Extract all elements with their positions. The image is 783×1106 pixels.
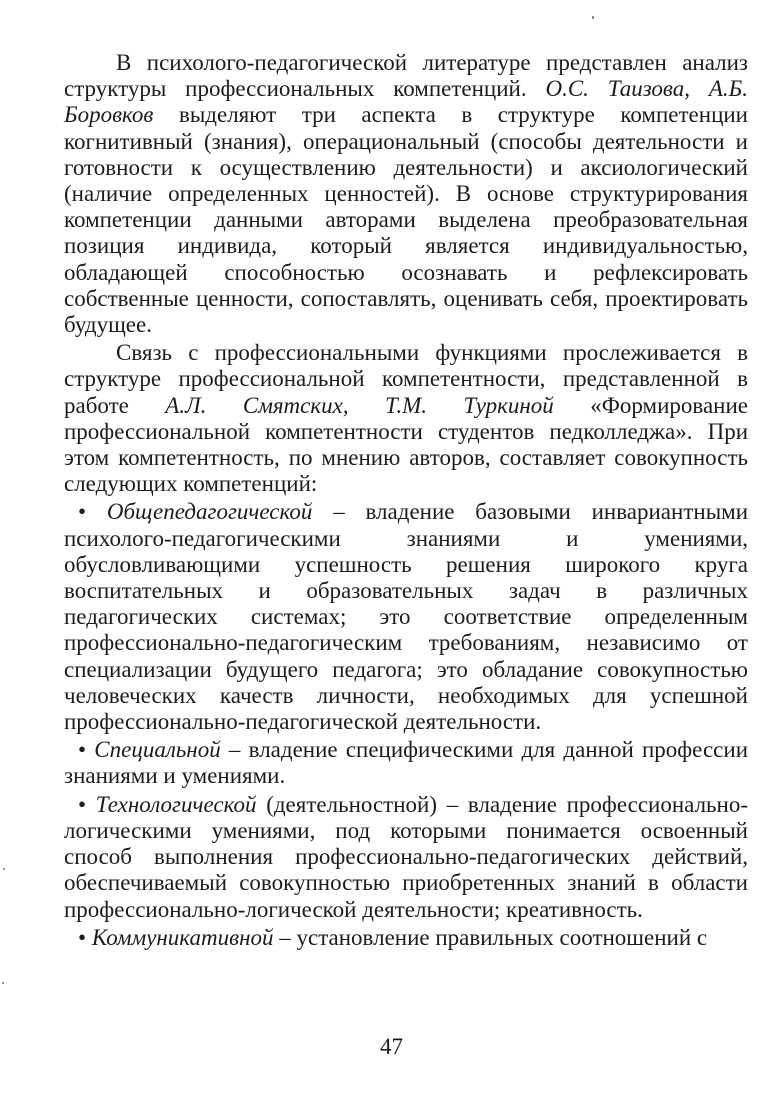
bullet-marker: • [78, 924, 87, 950]
page-body [64, 50, 748, 953]
scan-speck [3, 868, 5, 870]
paragraph-structure-analysis [64, 50, 748, 338]
paragraph-text: выделяют три аспекта в структуре компетенции когнитивный (знания), операциональный (способы деятельности и готовности к осуществлению деятельности) и аксиологический (наличие определенных ценностей). В основе структурирования компетенции данными авторами выделена преобразовательная позиция индивида, который является индивидуальностью, обладающей способностью осознавать и рефлексировать собственные ценности, сопоставлять, оценивать себя, проектировать будущее. [64, 102, 748, 338]
scan-speck [2, 982, 4, 984]
competency-general-pedagogical [64, 499, 748, 735]
paragraph-text: В психолого-педагогической литературе представлен анализ структуры профессиональных компетенций. [64, 50, 748, 102]
competency-definition: (деятельностной) – владение профессионально-логическими умениями, под которыми понимается освоенный способ выполнения профессионально-педагогических действий, обеспечиваемый совокупностью приобретенных знаний в области профессионально-логической деятельности; креативность. [64, 791, 749, 922]
bullet-marker: • [78, 499, 87, 525]
competency-term: Технологической [95, 791, 257, 817]
bullet-marker: • [78, 791, 87, 817]
competency-term: Общепедагогической [106, 499, 313, 525]
competency-definition: – владение специфическими для данной профессии знаниями и умениями. [64, 737, 748, 789]
competency-definition: – установление правильных соотношений с [273, 924, 708, 950]
author-names: О.С. Таизова, А.Б. Боровков [64, 76, 748, 128]
competency-communicative [64, 925, 748, 951]
competency-special [64, 737, 748, 789]
competency-term: Коммуникативной [91, 924, 274, 950]
scan-speck [592, 16, 594, 19]
paragraph-text: Связь с профессиональными функциями прослеживается в структуре профессиональной компетентности, представленной в работе [64, 340, 748, 418]
competency-definition: – владение базовыми инвариантными психолого-педагогическими знаниями и умениями, обусловливающими успешность решения широкого круга воспитательных и образовательных задач в различных педагогических системах; это соответствие определенным профессионально-педагогическим требованиям, независимо от специализации будущего педагога; это обладание совокупностью человеческих качеств личности, необходимых для успешной профессионально-педагогической деятельности. [64, 499, 749, 735]
competency-term: Специальной [94, 737, 221, 763]
page-number: 47 [380, 1034, 403, 1059]
author-names: А.Л. Смятских, Т.М. Туркиной [165, 392, 554, 418]
bullet-marker: • [78, 737, 87, 763]
paragraph-text: «Формирование профессиональной компетентности студентов педколледжа». При этом компетентность, по мнению авторов, составляет совокупность следующих компетенций: [64, 392, 748, 497]
paragraph-professional-functions [64, 340, 748, 497]
competency-technological [64, 792, 748, 923]
